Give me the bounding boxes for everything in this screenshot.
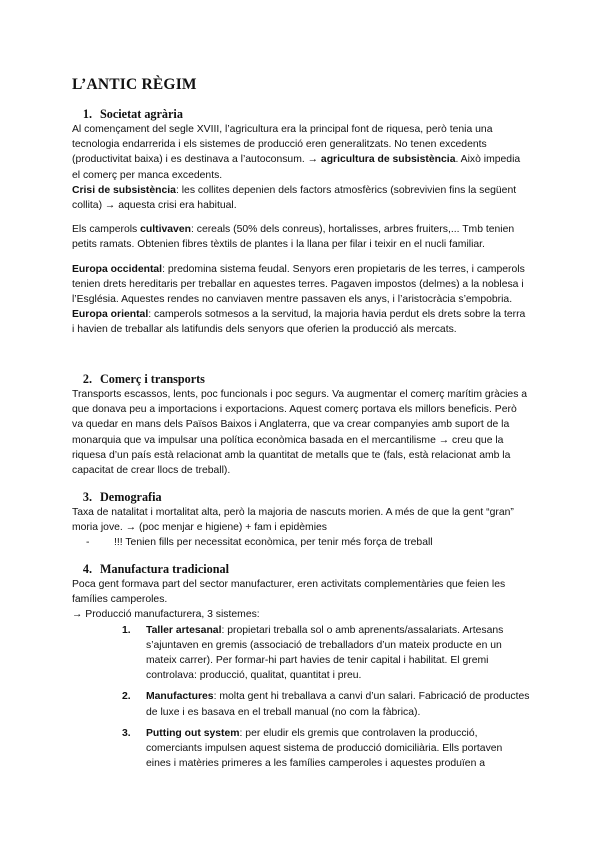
section-title: Societat agrària [100,107,183,121]
text: : propietari treballa sol o amb aprenents/assalariats. Artesans s’ajuntaven en gremis (associació de treballadors d’un mateix producte en un mateix carrer). Per formar-hi part havies de tenir capital i habilitat. El gremi controlava: producció, qualitat, quantitat i preu. [146,624,504,682]
section-number: 1. [82,107,92,121]
list-number: 2. [122,691,131,703]
paragraph [72,183,530,213]
paragraph: → Producció manufacturera, 3 sistemes: [72,609,260,621]
paragraph [72,262,530,308]
section-manufactura-tradicional [72,562,530,777]
paragraph: Taxa de natalitat i mortalitat alta, però la majoria de nascuts morien. A més de que la gent “gran” moria jove. → (poc menjar e higiene) + fam i epidèmies [72,507,514,534]
section-number: 2. [82,372,92,386]
list-item [72,535,530,550]
paragraph [72,307,530,337]
section-title: Comerç i transports [100,372,205,386]
paragraph [72,222,530,252]
text: : cereals (50% dels conreus), hortalisses, arbres fruiters,... Tmb tenien petits ramats. Obtenien fibres tèxtils de plantes i la llana per filar i teixir en el nucli familiar. [72,224,515,251]
section-heading [72,107,530,122]
section-title: Demografia [100,490,162,504]
section-title: Manufactura tradicional [100,562,229,576]
section-societat-agraria [72,107,530,338]
bold-term: cultivaven [140,224,191,236]
section-heading [72,562,530,577]
text: : camperols sotmesos a la servitud, la majoria havia perdut els drets sobre la terra i havien de treballar als latifundis dels senyors que oferien la producció als mercats. [72,309,526,336]
section-number: 3. [82,490,92,504]
document-title: L’ANTIC RÈGIM [72,76,197,93]
bullet-dash: - [86,537,90,549]
bold-term: Europa oriental [72,309,149,321]
bold-term: Europa occidental [72,263,163,275]
section-comerc-transports [72,372,530,478]
text: Al començament del segle XVIII, l’agricultura era la principal font de riquesa, però tenia una tecnologia endarrerida i els sistemes de producció eren generalitzats. No tenen excedents (productivitat baixa) i es destinava a l’autoconsum. → [72,124,493,166]
list-number: 1. [122,624,131,636]
bold-term: Manufactures [146,691,214,703]
section-heading [72,490,530,505]
list-item [72,623,530,684]
bold-term: Taller artesanal [146,624,222,636]
text: : les collites depenien dels factors atmosfèrics (sobrevivien fins la següent collita) → aquesta crisi era habitual. [72,184,517,212]
list-item-text: !!! Tenien fills per necessitat econòmica, per tenir més força de treball [114,537,433,549]
list-number: 3. [122,727,131,739]
text: : molta gent hi treballava a canvi d’un salari. Fabricació de productes de luxe i es basava en el treball manual (no com la fàbrica). [146,691,530,718]
section-demografia [72,490,530,551]
paragraph: Poca gent formava part del sector manufacturer, eren activitats complementàries que feien les famílies camperoles. [72,579,506,606]
numbered-list [72,623,530,772]
list-item [72,726,530,772]
paragraph [72,122,530,183]
text: : predomina sistema feudal. Senyors eren propietaris de les terres, i camperols tenien drets hereditaris per treballar en aquestes terres. Pagaven impostos (delmes) a la noblesa i l’Església. Aquestes rendes no canviaven mentre passaven els anys, i l’aristocràcia s’empobria. [72,263,525,306]
section-heading [72,372,530,387]
text: . Això impedia el comerç per manca excedents. [72,154,521,181]
bold-term: Crisi de subsistència [72,184,176,196]
section-number: 4. [82,562,92,576]
list-item [72,689,530,719]
bold-term: Putting out system [146,727,240,739]
bold-term: agricultura de subsistència [320,154,456,166]
text: : per eludir els gremis que controlaven la producció, comerciants impulsen aquest sistema de producció domiciliària. Ells portaven eines i matèries primeres a les famílies camperoles i aquestes produïen a [146,727,503,770]
paragraph: Transports escassos, lents, poc funcionals i poc segurs. Va augmentar el comerç marítim gràcies a que donava peu a importacions i exportacions. Aquest comerç portava els millors beneficis. Però va quedar en mans dels Països Baixos i Anglaterra, que va crear companyies amb suport de la monarquia que va impulsar una política econòmica basada en el mercantilisme → creu que la riquesa d’un país està relacionat amb la quantitat de metalls que te (fals, està relacionat amb la capacitat de crear llocs de treball). [72,389,528,477]
text: Els camperols [72,224,141,236]
